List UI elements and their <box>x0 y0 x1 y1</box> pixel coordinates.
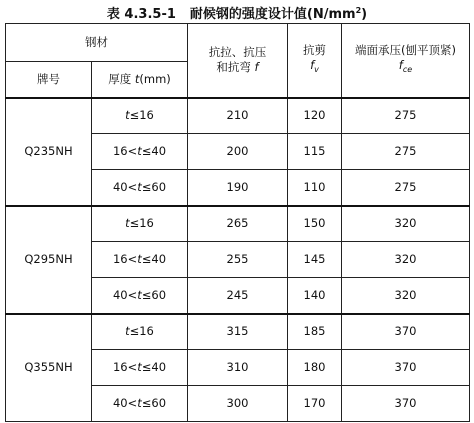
thickness-upper: ≤60 <box>141 396 167 410</box>
thickness-lower: 16< <box>112 252 138 266</box>
header-row-1 <box>6 24 470 62</box>
title-close: ) <box>361 7 368 22</box>
header-fce-line2 <box>342 58 469 77</box>
thickness-upper: ≤60 <box>141 287 167 302</box>
fv-value-cell: 185 <box>288 314 342 350</box>
thickness-cell <box>92 170 188 206</box>
f-value-cell: 255 <box>188 242 288 278</box>
thickness-upper: ≤40 <box>141 252 167 266</box>
thickness-var: t <box>137 144 142 158</box>
fv-value-cell: 140 <box>288 278 342 314</box>
fce-value-cell: 370 <box>342 350 470 386</box>
fce-value-cell: 275 <box>342 98 470 134</box>
table-caption <box>0 0 474 22</box>
f-value-cell: 190 <box>188 170 288 206</box>
header-fce-line1: 端面承压(刨平顶紧) <box>355 43 456 58</box>
thickness-cell <box>92 386 188 422</box>
header-thickness <box>92 62 188 98</box>
f-value-cell: 245 <box>188 278 288 314</box>
thickness-lower: 40< <box>112 179 138 194</box>
f-value-cell: 200 <box>188 134 288 170</box>
fce-value-cell: 370 <box>342 314 470 350</box>
fv-value-cell: 120 <box>288 98 342 134</box>
title-exponent: 2 <box>355 6 362 15</box>
thickness-var: t <box>137 179 142 194</box>
thickness-var: t <box>125 216 130 231</box>
header-f-line1: 抗拉、抗压 <box>208 45 267 60</box>
header-fv-sub: v <box>314 65 319 75</box>
table-title: 耐候钢的强度设计值(N/mm <box>189 7 356 22</box>
header-thickness-var: t <box>134 71 140 86</box>
thickness-lower: 16< <box>112 144 138 158</box>
f-value-cell: 210 <box>188 98 288 134</box>
header-fce <box>342 24 470 98</box>
f-value-cell: 315 <box>188 314 288 350</box>
thickness-cell <box>92 206 188 242</box>
grade-cell: Q295NH <box>6 206 92 314</box>
thickness-cell <box>92 314 188 350</box>
fce-value-cell: 275 <box>342 134 470 170</box>
header-fce-symbol: f <box>398 58 403 73</box>
grade-cell: Q235NH <box>6 98 92 206</box>
thickness-lower: 40< <box>112 396 138 410</box>
fce-value-cell: 275 <box>342 170 470 206</box>
fv-value-cell: 180 <box>288 350 342 386</box>
thickness-lower: 16< <box>112 360 138 374</box>
f-value-cell: 265 <box>188 206 288 242</box>
header-steel: 钢材 <box>6 24 188 62</box>
table-number: 表 4.3.5-1 <box>106 7 176 22</box>
fv-value-cell: 110 <box>288 170 342 206</box>
header-f-line2 <box>188 60 287 75</box>
thickness-upper: ≤16 <box>129 108 154 123</box>
thickness-upper: ≤40 <box>141 360 167 374</box>
header-f-symbol: f <box>254 60 259 75</box>
thickness-var: t <box>125 108 130 123</box>
thickness-upper: ≤60 <box>141 179 167 194</box>
fv-value-cell: 115 <box>288 134 342 170</box>
thickness-var: t <box>137 252 142 266</box>
table-row <box>6 206 470 242</box>
header-f-text: 和抗弯 <box>216 60 255 75</box>
fv-value-cell: 145 <box>288 242 342 278</box>
header-f <box>188 24 288 98</box>
fce-value-cell: 370 <box>342 386 470 422</box>
header-thickness-unit: (mm) <box>139 71 171 86</box>
grade-cell: Q355NH <box>6 314 92 422</box>
f-value-cell: 300 <box>188 386 288 422</box>
fv-value-cell: 150 <box>288 206 342 242</box>
thickness-var: t <box>125 324 130 339</box>
fce-value-cell: 320 <box>342 278 470 314</box>
table-row <box>6 314 470 350</box>
thickness-cell <box>92 134 188 170</box>
table-row <box>6 98 470 134</box>
header-fce-sub: ce <box>402 65 413 75</box>
f-value-cell: 310 <box>188 350 288 386</box>
thickness-upper: ≤16 <box>129 324 154 339</box>
fce-value-cell: 320 <box>342 206 470 242</box>
header-fv-symbol: f <box>310 58 315 73</box>
thickness-var: t <box>137 396 142 410</box>
strength-table <box>5 23 470 422</box>
header-grade: 牌号 <box>6 62 92 98</box>
header-fv-line2 <box>288 58 341 77</box>
thickness-cell <box>92 98 188 134</box>
header-fv-line1: 抗剪 <box>303 43 326 58</box>
thickness-lower: 40< <box>112 287 138 302</box>
thickness-upper: ≤40 <box>141 144 167 158</box>
thickness-var: t <box>137 287 142 302</box>
header-thickness-prefix: 厚度 <box>108 71 135 86</box>
thickness-cell <box>92 350 188 386</box>
fv-value-cell: 170 <box>288 386 342 422</box>
thickness-upper: ≤16 <box>129 216 154 231</box>
thickness-cell <box>92 242 188 278</box>
header-fv <box>288 24 342 98</box>
thickness-var: t <box>137 360 142 374</box>
fce-value-cell: 320 <box>342 242 470 278</box>
thickness-cell <box>92 278 188 314</box>
